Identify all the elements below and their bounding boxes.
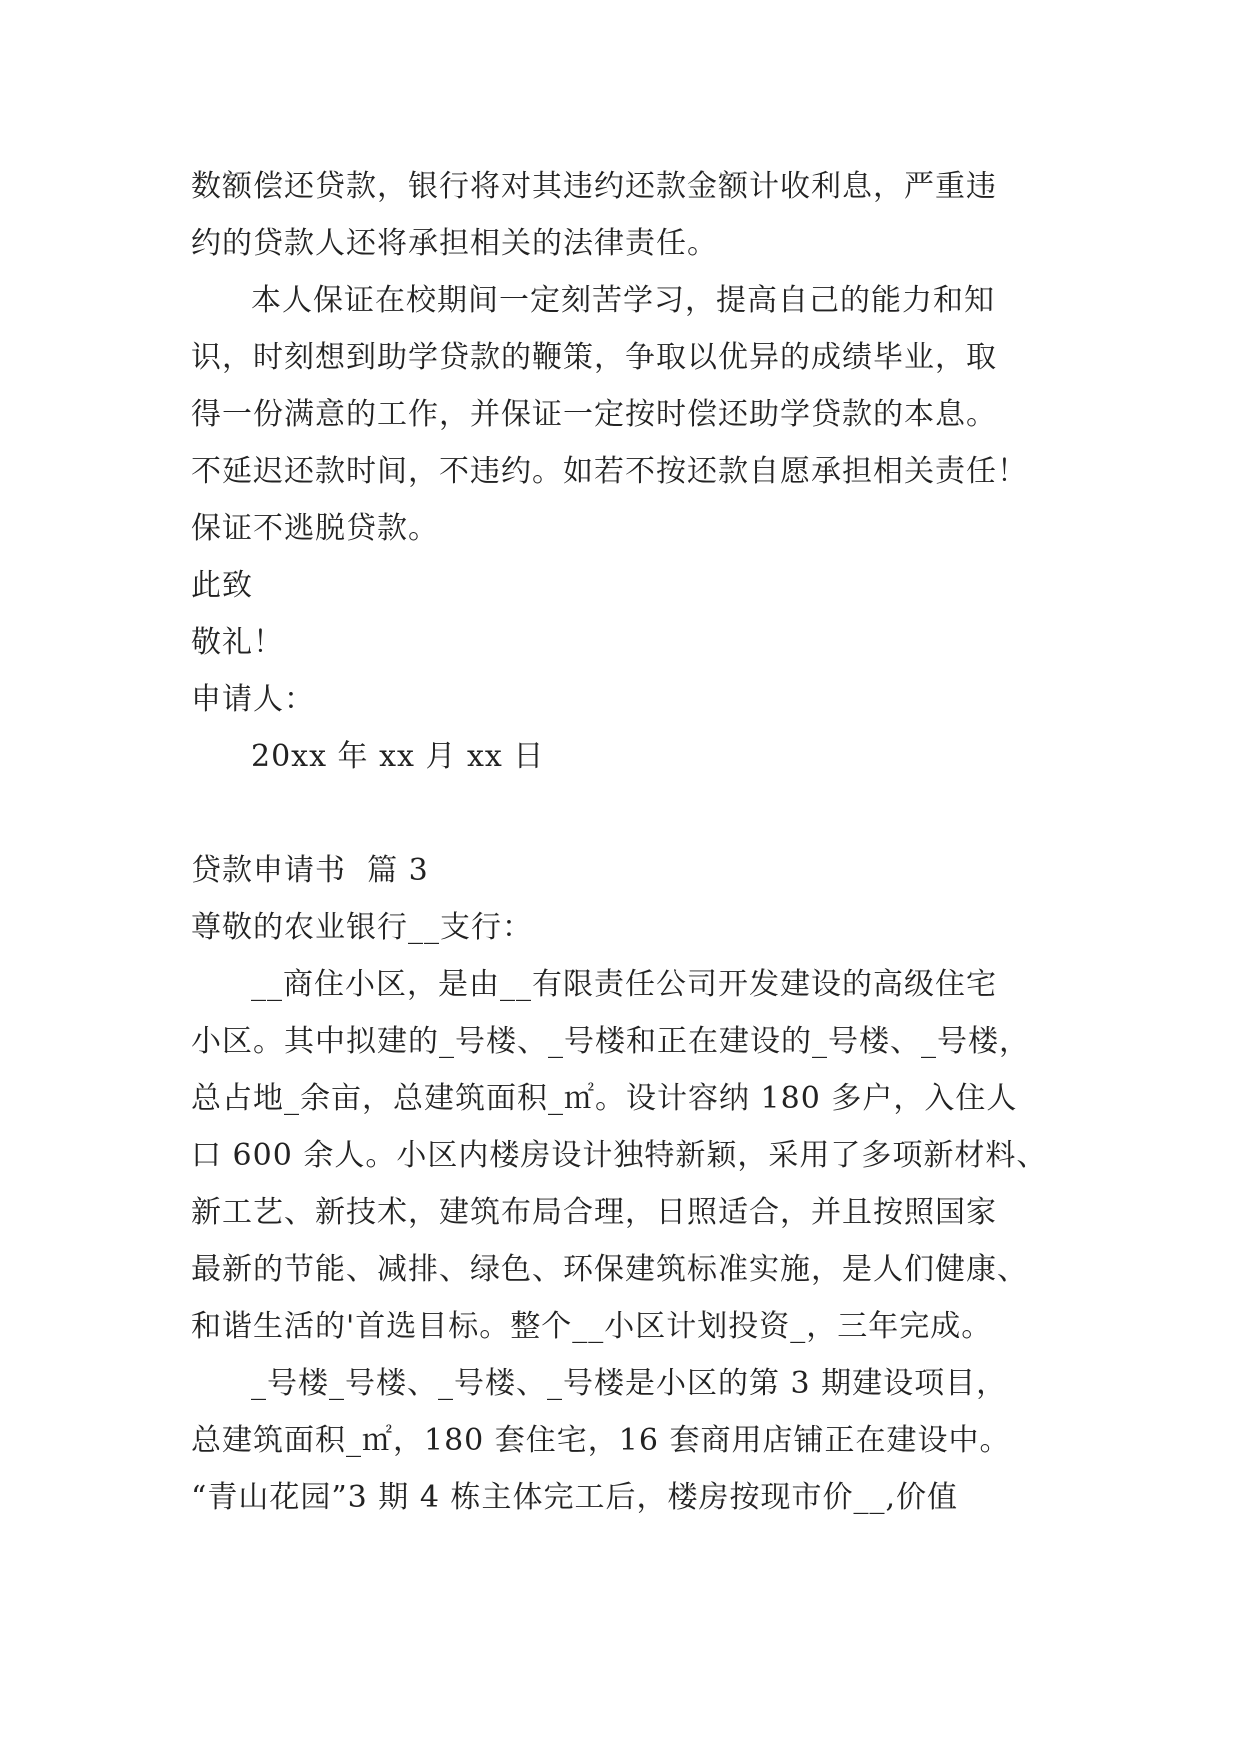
text-line: 和谐生活的'首选目标。整个__小区计划投资_，三年完成。 — [191, 1309, 993, 1344]
text-line: 总建筑面积_㎡，180 套住宅，16 套商用店铺正在建设中。 — [191, 1423, 1011, 1458]
text-line: 保证不逃脱贷款。 — [191, 511, 439, 546]
paragraph-start-line: 本人保证在校期间一定刻苦学习，提高自己的能力和知 — [251, 283, 995, 318]
text-line: 最新的节能、减排、绿色、环保建筑标准实施，是人们健康、 — [191, 1252, 1028, 1287]
paragraph-start-line: __商住小区，是由__有限责任公司开发建设的高级住宅 — [251, 967, 997, 1002]
text-line: 新工艺、新技术，建筑布局合理，日照适合，并且按照国家 — [191, 1195, 997, 1230]
text-line: 口 600 余人。小区内楼房设计独特新颖，采用了多项新材料、 — [191, 1138, 1048, 1173]
applicant-label: 申请人： — [191, 682, 315, 717]
letter-greeting: 尊敬的农业银行__支行： — [191, 910, 533, 945]
text-line: 数额偿还贷款，银行将对其违约还款金额计收利息，严重违 — [191, 169, 997, 204]
text-line: 小区。其中拟建的_号楼、_号楼和正在建设的_号楼、_号楼， — [191, 1024, 1030, 1059]
text-line: 识，时刻想到助学贷款的鞭策，争取以优异的成绩毕业，取 — [191, 340, 997, 375]
closing-salutation: 此致 — [191, 568, 253, 603]
text-line: 得一份满意的工作，并保证一定按时偿还助学贷款的本息。 — [191, 397, 997, 432]
closing-regards: 敬礼！ — [191, 625, 284, 660]
text-line: “青山花园”3 期 4 栋主体完工后，楼房按现市价__,价值 — [191, 1480, 958, 1515]
paragraph-start-line: _号楼_号楼、_号楼、_号楼是小区的第 3 期建设项目， — [251, 1366, 1008, 1401]
date-line: 20xx 年 xx 月 xx 日 — [251, 739, 545, 774]
text-line: 总占地_余亩，总建筑面积_㎡。设计容纳 180 多户，入住人 — [191, 1081, 1018, 1116]
section-title: 贷款申请书 篇 3 — [191, 853, 429, 888]
text-line: 约的贷款人还将承担相关的法律责任。 — [191, 226, 718, 261]
text-line: 不延迟还款时间，不违约。如若不按还款自愿承担相关责任！ — [191, 454, 1028, 489]
